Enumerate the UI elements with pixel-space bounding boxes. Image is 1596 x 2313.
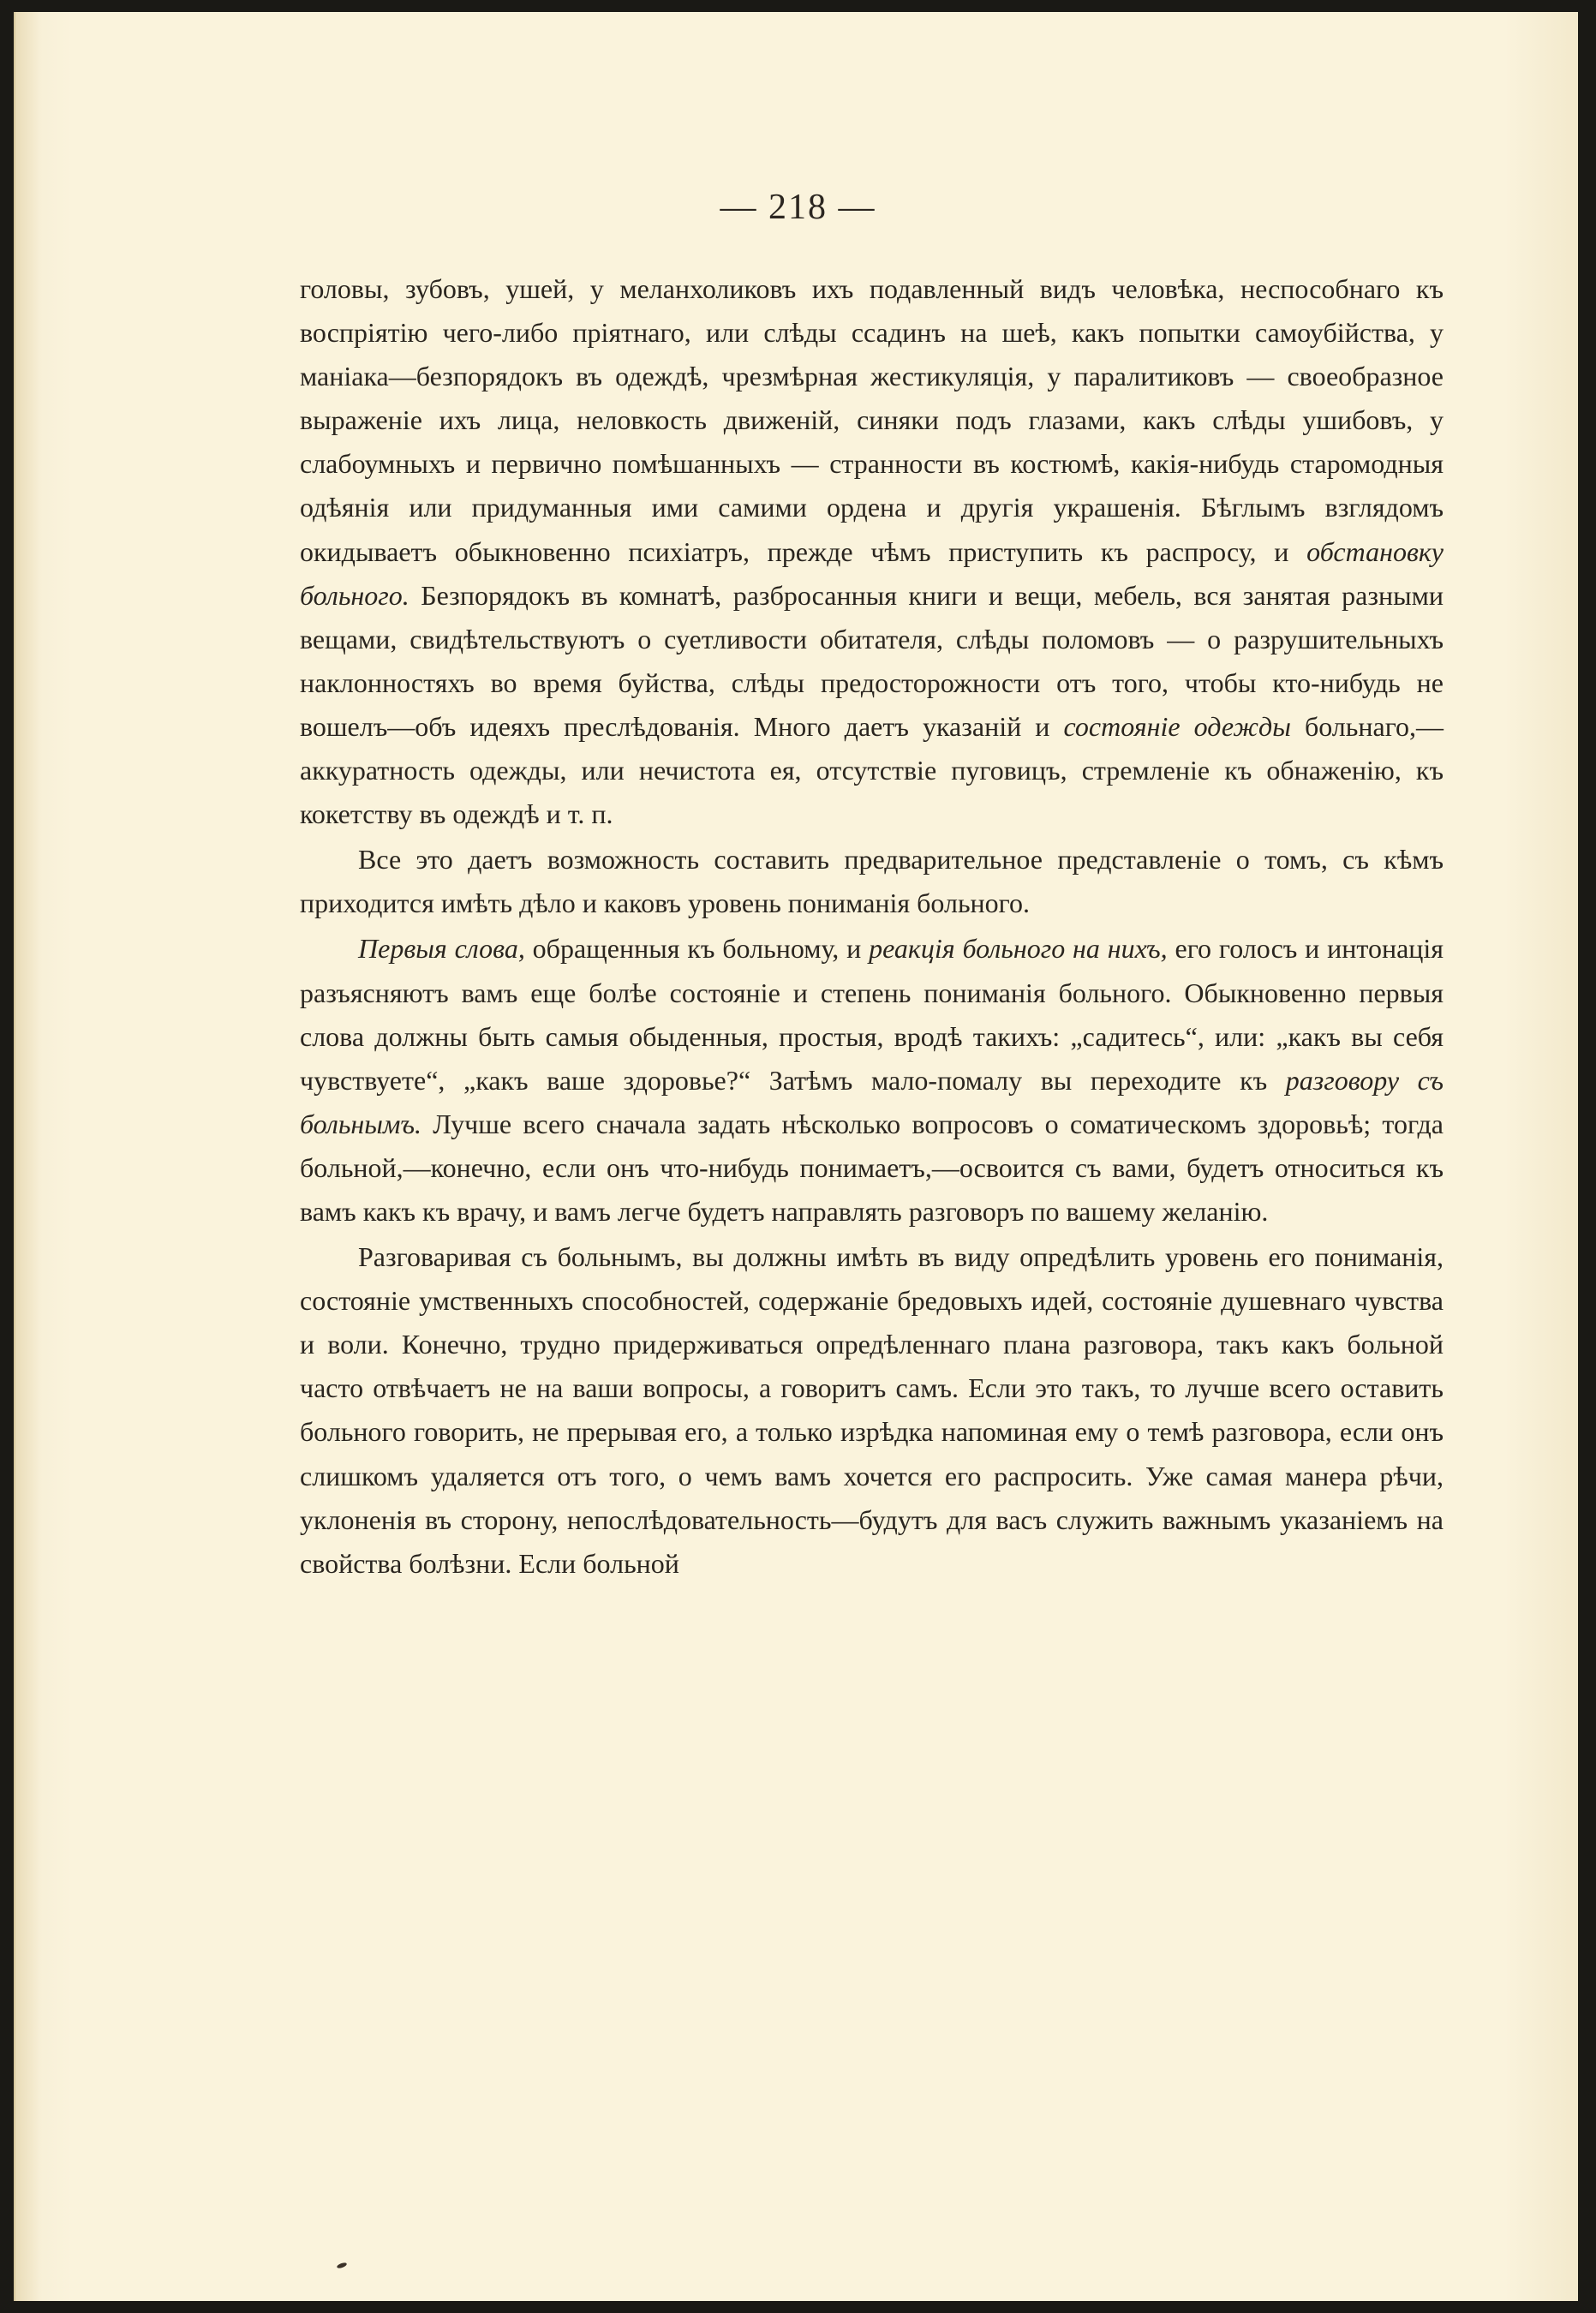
italic-term: реакція больного на нихъ, (869, 933, 1168, 965)
text-run: обращенныя къ больному, и (524, 933, 870, 965)
text-run: головы, зубовъ, ушей, у меланхоликовъ ихъ подавленный видъ человѣка, неспособнаго къ воспріятію чего-либо пріятнаго, или слѣды ссадинъ на шеѣ, какъ попытки самоубійства, у маніака—безпорядокъ въ одеждѣ, чрезмѣрная жестикуляція, у паралитиковъ — своеобразное выраженіе ихъ лица, неловкость движеній, синяки подъ глазами, какъ слѣды ушибовъ, у слабоумныхъ и первично помѣшанныхъ — странности въ костюмѣ, какія-нибудь старомодныя одѣянія или придуманныя ими самими ордена и другія украшенія. Бѣглымъ взглядомъ окидываетъ обыкновенно психіатръ, прежде чѣмъ приступить къ распросу, и (300, 273, 1444, 567)
text-run: Безпорядокъ въ комнатѣ, разбросанныя книги и вещи, мебель, вся занятая разными вещами, свидѣтельствуютъ о суетливости обитателя, слѣды поломовъ — о разрушительныхъ наклонностяхъ во время буйства, слѣды предосторожности отъ того, чтобы кто-нибудь не вошелъ—объ идеяхъ преслѣдованія. Много даетъ указаній и (300, 579, 1444, 742)
page-binding-edge (14, 12, 38, 2301)
paragraph (300, 927, 1444, 1234)
text-run: Все это даетъ возможность составить предварительное представленіе о томъ, съ кѣмъ приходится имѣть дѣло и каковъ уровень пониманія больного. (300, 844, 1444, 919)
italic-term: обстановку больного. (300, 535, 1444, 611)
text-run: Разговаривая съ больнымъ, вы должны имѣть въ виду опредѣлить уровень его пониманія, состояніе умственныхъ способностей, содержаніе бредовыхъ идей, состояніе душевнаго чувства и воли. Конечно, трудно придерживаться опредѣленнаго плана разговора, такъ какъ больной часто отвѣчаетъ не на ваши вопросы, а говоритъ самъ. Если это такъ, то лучше всего оставить больного говорить, не прерывая его, а только изрѣдка напоминая ему о темѣ разговора, если онъ слишкомъ удаляется отъ того, о чемъ вамъ хочется его распросить. Уже самая манера рѣчи, уклоненія въ сторону, непослѣдовательность—будутъ для васъ служить важнымъ указаніемъ на свойства болѣзни. Если больной (300, 1241, 1444, 1579)
paragraph (300, 1235, 1444, 1586)
body-text (300, 267, 1444, 1586)
text-run: Лучше всего сначала задать нѣсколько вопросовъ о соматическомъ здоровьѣ; тогда больной,—конечно, если онъ что-нибудь понимаетъ,—освоится съ вами, будетъ относиться къ вамъ какъ къ врачу, и вамъ легче будетъ направлять разговоръ по вашему желанію. (300, 1108, 1444, 1227)
text-run: его голосъ и интонація разъясняютъ вамъ еще болѣе состояніе и степень пониманія больного. Обыкновенно первыя слова должны быть самыя обыденныя, простыя, вродѣ такихъ: „садитесь“, или: „какъ вы себя чувствуете“, „какъ ваше здоровье?“ Затѣмъ мало-помалу вы переходите къ (300, 933, 1444, 1096)
italic-term: Первыя слова, (358, 933, 525, 965)
page-number: — 218 — (720, 188, 876, 227)
paragraph-continued (300, 267, 1444, 836)
paragraph (300, 838, 1444, 925)
italic-term: состояніе одежды (1063, 710, 1291, 742)
italic-term: разговору съ больнымъ. (300, 1064, 1444, 1139)
text-run: больнаго,—аккуратность одежды, или нечистота ея, отсутствіе пуговицъ, стремленіе къ обнаженію, къ кокетству въ одеждѣ и т. п. (300, 710, 1444, 830)
